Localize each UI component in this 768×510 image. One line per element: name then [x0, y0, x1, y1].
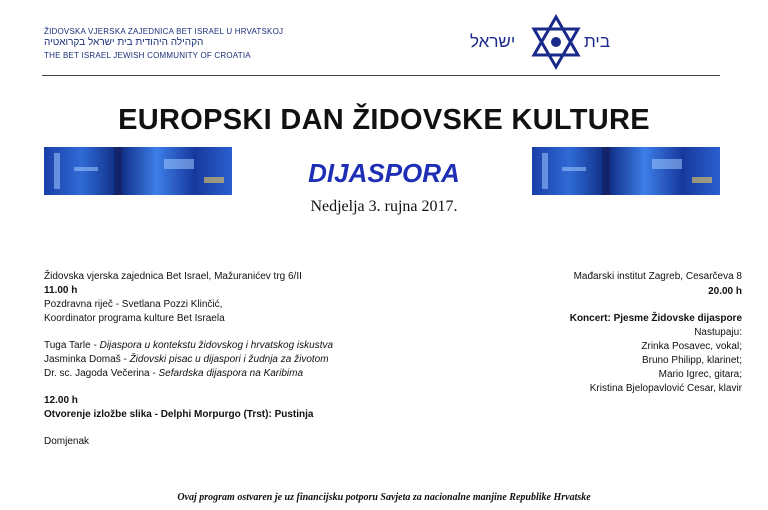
logo-hebrew-right: בית	[584, 32, 610, 51]
performers-label: Nastupaju:	[694, 327, 742, 338]
performer-item: Zrinka Posavec, vokal;	[641, 341, 742, 352]
talk-speaker: Tuga Tarle -	[44, 340, 100, 351]
performer-item: Kristina Bjelopavlović Cesar, klavir	[589, 383, 742, 394]
right-time: 20.00 h	[708, 286, 742, 297]
logo-hebrew-left: ישראל	[470, 32, 516, 51]
talk-topic: Sefardska dijaspora na Karibima	[158, 368, 304, 379]
right-venue: Mađarski institut Zagreb, Cesarčeva 8	[573, 271, 742, 282]
org-name-hebrew: הקהילה היהודית בית ישראל בקרואטיה	[44, 37, 204, 48]
talk-item	[44, 339, 333, 353]
left-venue: Židovska vjerska zajednica Bet Israel, Mažuranićev trg 6/II	[44, 271, 302, 282]
org-name-english: THE BET ISRAEL JEWISH COMMUNITY OF CROATIA	[44, 51, 251, 60]
page-title: EUROPSKI DAN ŽIDOVSKE KULTURE	[118, 104, 650, 136]
reception: Domjenak	[44, 436, 90, 447]
welcome-speech: Pozdravna riječ - Svetlana Pozzi Klinčić,	[44, 299, 223, 310]
star-of-david-icon	[530, 14, 582, 70]
event-date: Nedjelja 3. rujna 2017.	[310, 198, 458, 215]
org-name-croatian: ŽIDOVSKA VJERSKA ZAJEDNICA BET ISRAEL U HRVATSKOJ	[44, 27, 284, 36]
header-divider	[42, 75, 720, 76]
talk-speaker: Dr. sc. Jagoda Večerina -	[44, 368, 159, 379]
talk-item	[44, 367, 303, 381]
performer-item: Mario Igrec, gitara;	[658, 369, 742, 380]
left-time-1: 11.00 h	[44, 285, 78, 296]
talk-item	[44, 353, 329, 367]
funding-footer: Ovaj program ostvaren je uz financijsku potporu Savjeta za nacionalne manjine Republike Hrvatske	[177, 492, 591, 503]
event-subtitle: DIJASPORA	[308, 158, 460, 188]
exhibition-opening: Otvorenje izložbe slika - Delphi Morpurgo (Trst): Pustinja	[44, 409, 314, 420]
talk-topic: Dijaspora u kontekstu židovskog i hrvatskog iskustva	[99, 340, 334, 351]
welcome-role: Koordinator programa kulture Bet Israela	[44, 313, 225, 324]
talk-topic: Židovski pisac u dijaspori i žudnja za životom	[129, 354, 329, 365]
left-time-2: 12.00 h	[44, 395, 78, 406]
concert-title: Koncert: Pjesme Židovske dijaspore	[569, 313, 742, 324]
performer-item: Bruno Philipp, klarinet;	[641, 355, 742, 366]
talk-speaker: Jasminka Domaš -	[44, 354, 130, 365]
community-logo	[466, 14, 610, 70]
